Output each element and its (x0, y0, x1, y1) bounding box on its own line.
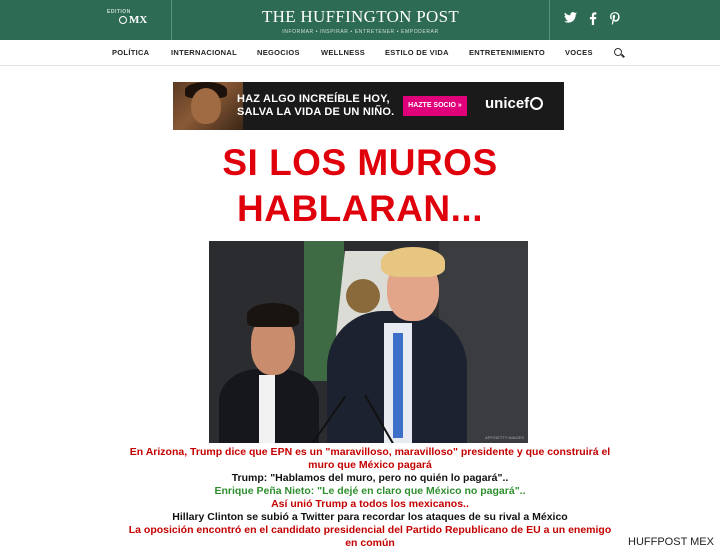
banner-line-2: SALVA LA VIDA DE UN NIÑO. (237, 106, 395, 118)
banner-text (237, 93, 394, 119)
logo-text[interactable]: THE HUFFINGTON POST (261, 7, 460, 26)
story-link[interactable]: La oposición encontró en el candidato presidencial del Partido Republicano de EU a un enemigo (128, 524, 612, 536)
unicef-globe-icon (530, 97, 543, 110)
child-photo (173, 82, 243, 130)
search-icon[interactable] (614, 48, 622, 56)
social-links (549, 0, 720, 40)
photo-watermark: AFP/GETTY IMAGES (485, 435, 524, 440)
nav-item-voces[interactable]: VOCES (565, 48, 593, 57)
unicef-logo-text: unicef (485, 95, 530, 112)
story-links (100, 446, 640, 550)
story-link[interactable]: Enrique Peña Nieto: "Le dejé en claro que México no pagará".. (214, 485, 526, 497)
edition-code-text: MX (129, 14, 148, 26)
site-header (0, 0, 720, 40)
edition-label: EDITION (107, 9, 131, 15)
man-right-tie (393, 333, 403, 438)
man-right-hair (381, 247, 445, 277)
story-link[interactable]: en común (345, 537, 395, 549)
logo-tagline: INFORMAR • INSPIRAR • ENTRETENER • EMPODERAR (282, 29, 439, 35)
man-left-hair (247, 303, 299, 327)
nav-item-entretenimiento[interactable]: ENTRETENIMIENTO (469, 48, 546, 57)
man-left-shirt (259, 375, 275, 443)
section-nav (0, 40, 720, 66)
headline-line-2[interactable]: HABLARAN... (237, 188, 483, 229)
child-face (191, 88, 221, 124)
nav-item-internacional[interactable]: INTERNACIONAL (171, 48, 237, 57)
hazte-socio-button[interactable]: HAZTE SOCIO » (403, 96, 467, 116)
story-link[interactable]: muro que México pagará (308, 459, 432, 471)
nav-item-negocios[interactable]: NEGOCIOS (257, 48, 300, 57)
flag-emblem (346, 279, 380, 313)
nav-item-estilo-de-vida[interactable]: ESTILO DE VIDA (385, 48, 449, 57)
story-link[interactable]: En Arizona, Trump dice que EPN es un "maravilloso, maravilloso" presidente y que construirá el (129, 446, 611, 458)
nav-item-politica[interactable]: POLÍTICA (112, 48, 150, 57)
nav-item-wellness[interactable]: WELLNESS (321, 48, 366, 57)
image-credit: HUFFPOST MEX (628, 536, 714, 548)
site-logo[interactable] (172, 0, 549, 40)
banner-line-1: HAZ ALGO INCREÍBLE HOY, (237, 93, 390, 105)
twitter-icon[interactable] (564, 12, 577, 26)
facebook-icon[interactable] (589, 12, 597, 28)
globe-icon (119, 16, 127, 24)
edition-code[interactable] (119, 14, 147, 26)
story-link[interactable]: Así unió Trump a todos los mexicanos.. (271, 498, 469, 510)
lead-photo[interactable] (209, 241, 528, 443)
unicef-banner-ad[interactable] (173, 82, 564, 130)
edition-selector[interactable] (0, 0, 172, 40)
unicef-logo (485, 95, 543, 112)
story-link[interactable]: Trump: "Hablamos del muro, pero no quién lo pagará".. (231, 472, 509, 484)
story-link[interactable]: Hillary Clinton se subió a Twitter para recordar los ataques de su rival a México (172, 511, 568, 523)
headline-line-1[interactable]: SI LOS MUROS (222, 142, 498, 183)
headline[interactable] (0, 140, 720, 232)
pinterest-icon[interactable] (610, 12, 620, 28)
